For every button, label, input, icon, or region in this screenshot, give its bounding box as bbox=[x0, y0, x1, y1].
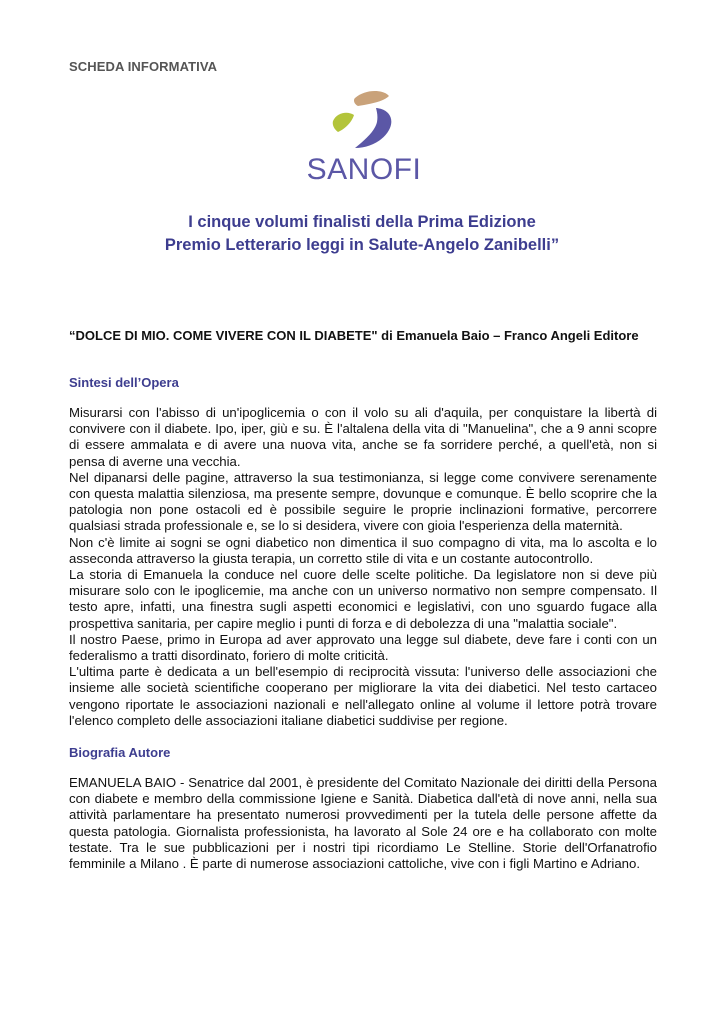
biography-heading: Biografia Autore bbox=[69, 745, 171, 760]
sanofi-logo bbox=[304, 90, 424, 186]
synopsis-paragraph: Il nostro Paese, primo in Europa ad aver approvato una legge sul diabete, deve fare i conti con un federalismo a tratti disordinato, foriero di molte criticità. bbox=[69, 631, 657, 664]
document-label: SCHEDA INFORMATIVA bbox=[69, 59, 218, 74]
page-title-line-2: Premio Letterario leggi in Salute-Angelo Zanibelli” bbox=[164, 236, 560, 254]
synopsis-paragraph: La storia di Emanuela la conduce nel cuore delle scelte politiche. Da legislatore non si deve più misurare solo con le ipoglicemie, ma anche con un universo normativo non sempre compensato. Il testo apre, infatti, una finestra sugli aspetti economici e legislativi, con uno sguardo fugace alla prospettiva sanitaria, per capire meglio i punti di forza e di debolezza di una "malattia sociale". bbox=[69, 567, 657, 631]
biography-paragraph: EMANUELA BAIO - Senatrice dal 2001, è presidente del Comitato Nazionale dei diritti della Persona con diabete e membro della commissione Igiene e Sanità. Diabetica dall'età di nove anni, nella sua attività parlamentare ha presentato numerosi provvedimenti per la tutela delle persone affette da questa patologia. Giornalista professionista, ha lavorato al Sole 24 ore e ha collaborato con molte testate. Tra le sue pubblicazioni per i nostri tipi ricordiamo Le Stelline. Storie dell'Orfanatrofio femminile a Milano . È parte di numerose associazioni cattoliche, vive con i figli Martino e Adriano. bbox=[69, 775, 657, 872]
book-heading: “DOLCE DI MIO. COME VIVERE CON IL DIABETE" di Emanuela Baio – Franco Angeli Editore bbox=[69, 328, 639, 343]
synopsis-paragraph: Non c'è limite ai sogni se ogni diabetico non dimentica il suo compagno di vita, ma lo ascolta e lo asseconda attraverso la giusta terapia, un corretto stile di vita e un costante autocontrollo. bbox=[69, 534, 657, 566]
page-title-line-1: I cinque volumi finalisti della Prima Edizione bbox=[188, 213, 536, 231]
biography-text bbox=[69, 775, 657, 872]
synopsis-paragraph: Misurarsi con l'abisso di un'ipoglicemia o con il volo su ali d'aquila, per conquistare la libertà di convivere con il diabete. Ipo, iper, giù e su. È l'altalena della vita di "Manuelina", che a 9 anni scopre di essere ammalata e di avere una nuova vita, anche se fa sorridere perché, a quell'età, non si pensa di averne una vecchia. bbox=[69, 405, 657, 469]
synopsis-text bbox=[69, 405, 657, 729]
sanofi-wordmark: SANOFI bbox=[306, 153, 422, 186]
synopsis-paragraph: Nel dipanarsi delle pagine, attraverso la sua testimonianza, si legge come convivere serenamente con questa malattia silenziosa, ma presente sempre, dovunque e comunque. È bello scoprire che la patologia non pone ostacoli ed è possibile seguire le proprie inclinazioni formative, percorrere qualsiasi strada professionale e, se lo si desidera, vivere con gioia l'esperienza della maternità. bbox=[69, 469, 657, 534]
synopsis-heading: Sintesi dell’Opera bbox=[69, 375, 179, 390]
sanofi-logo-icon bbox=[331, 90, 395, 150]
synopsis-paragraph: L'ultima parte è dedicata a un bell'esempio di reciprocità vissuta: l'universo delle associazioni che insieme alle società scientifiche cooperano per migliorare la vita dei diabetici. Nel testo cartaceo vengono riportate le associazioni nazionali e nell'allegato online al volume il lettore potrà trovare l'elenco completo delle associazioni italiane diabetici suddivise per regione. bbox=[69, 664, 657, 728]
